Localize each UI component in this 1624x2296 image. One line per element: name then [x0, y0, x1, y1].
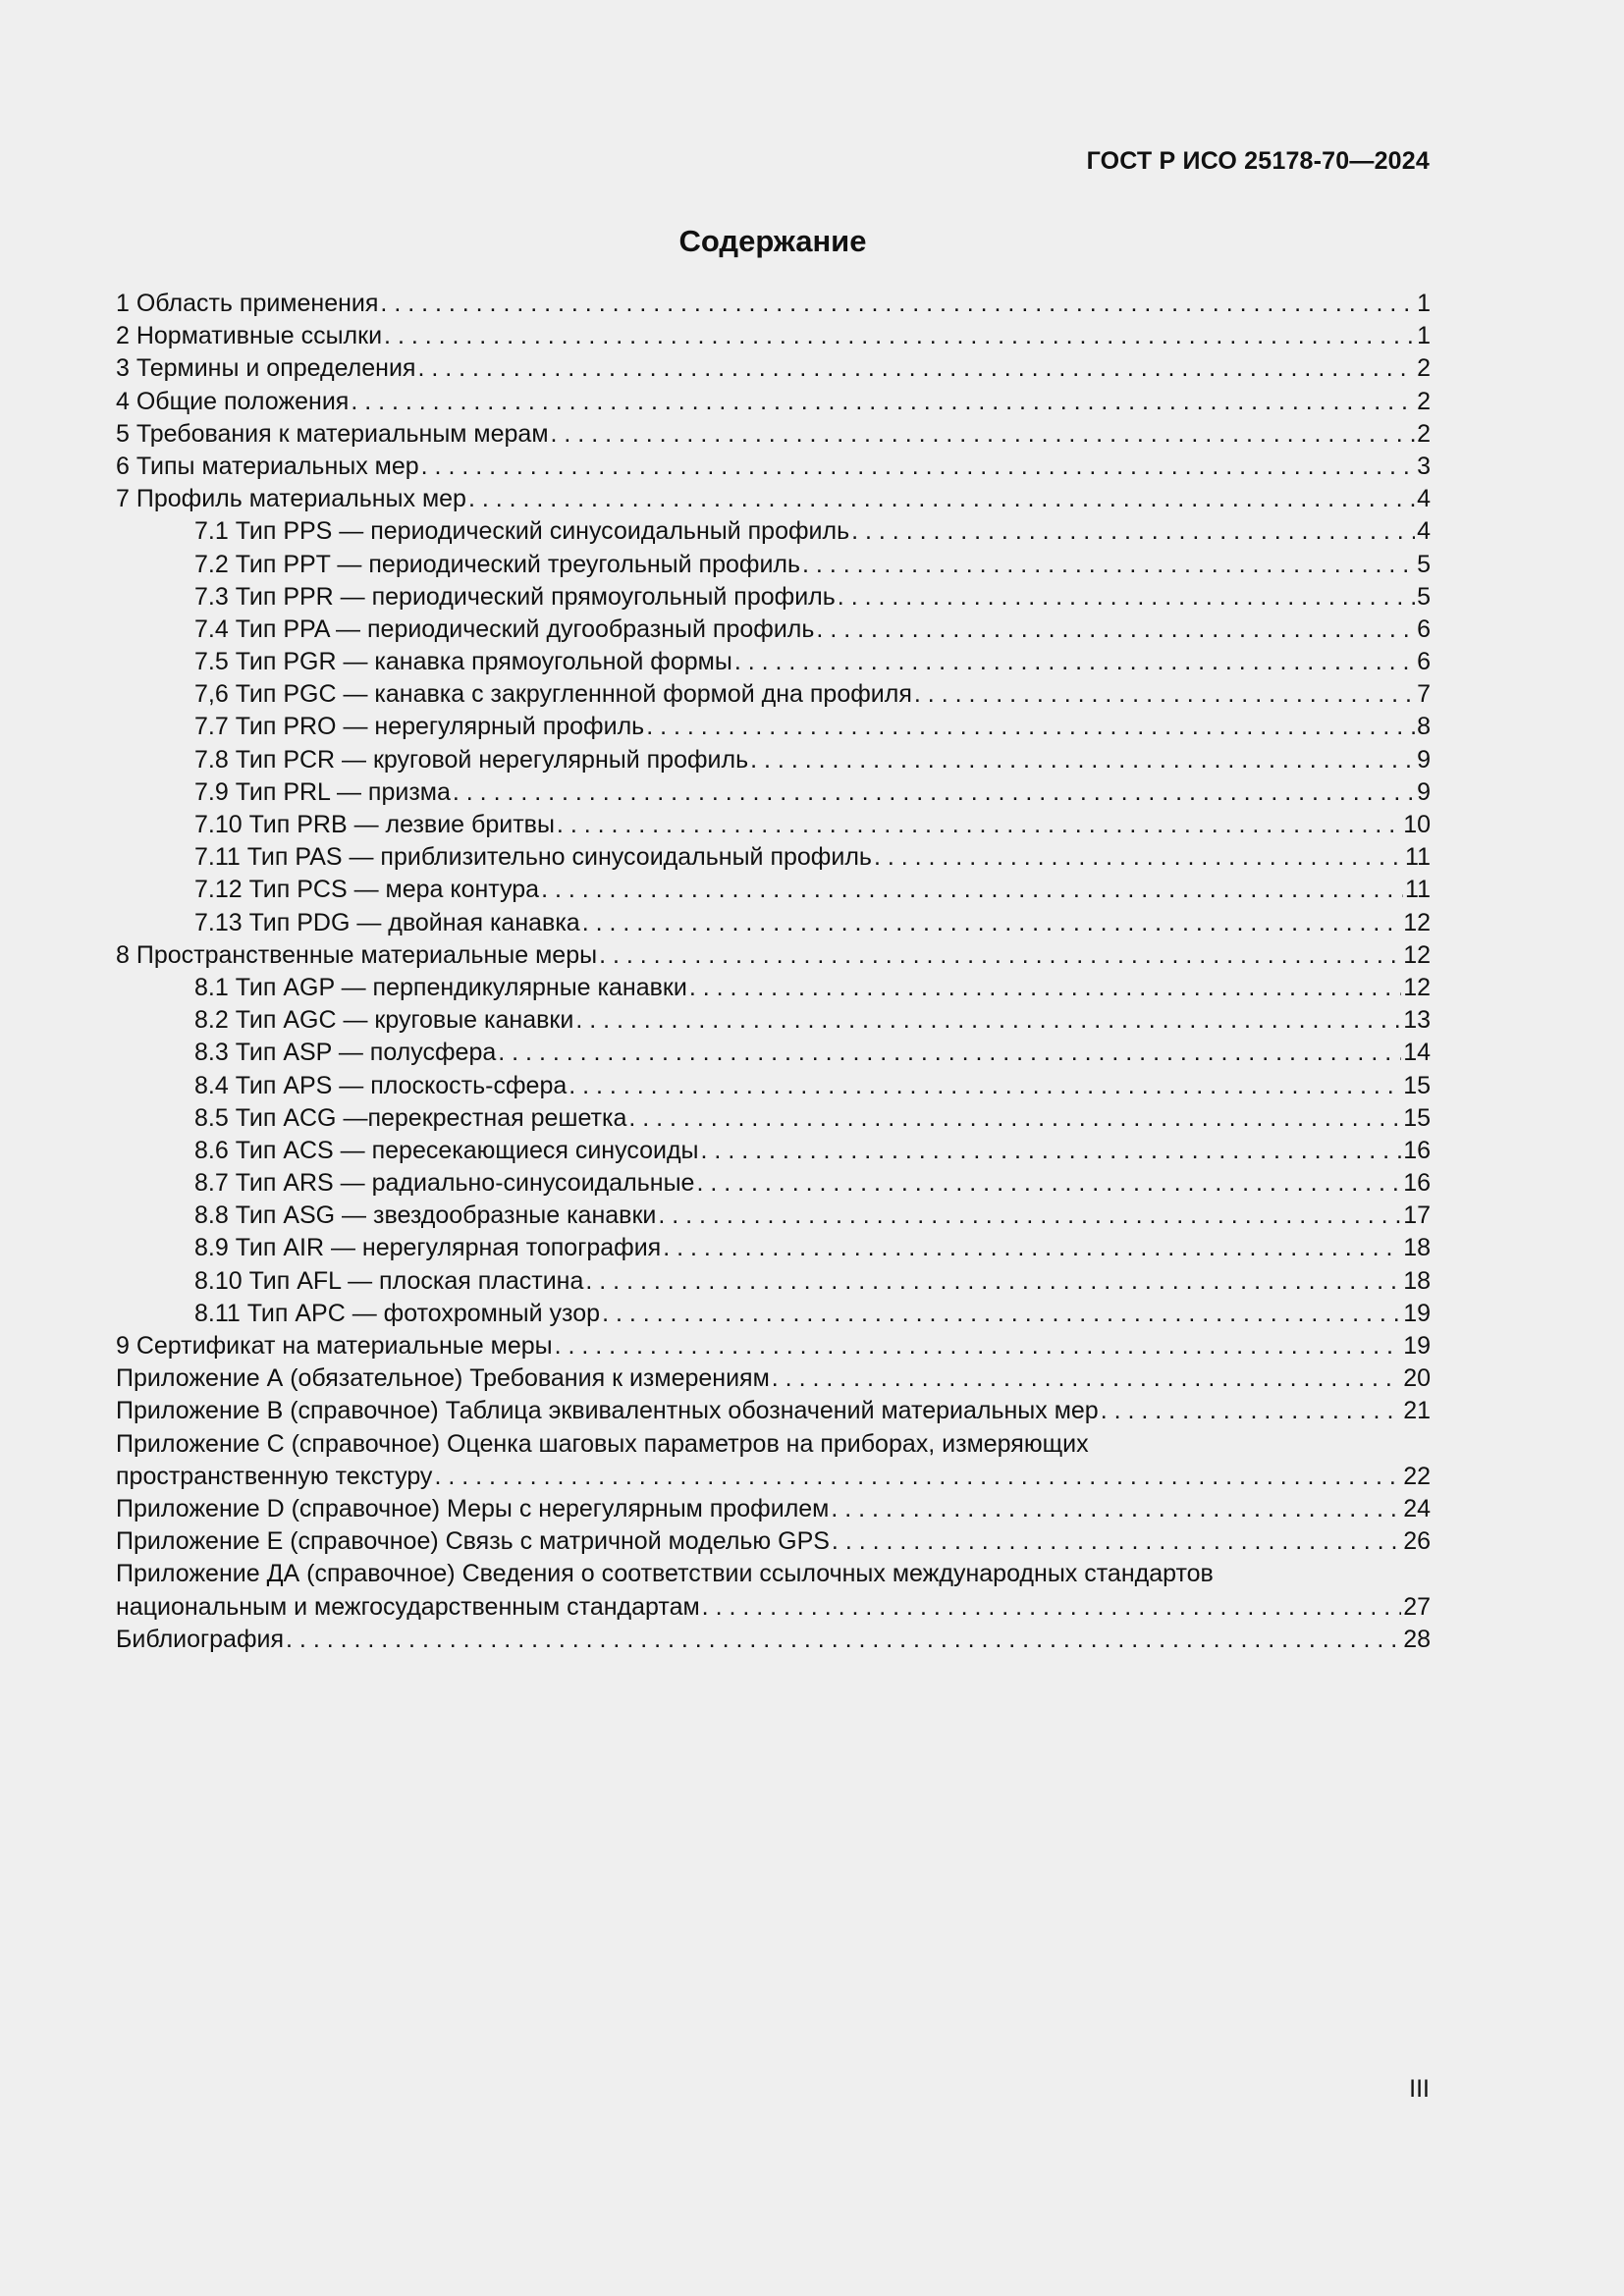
- toc-entry[interactable]: [116, 483, 1431, 515]
- toc-entry-title: 8.7 Тип ARS — радиально-синусоидальные: [194, 1169, 695, 1198]
- toc-entry-title: Приложение А (обязательное) Требования к измерениям: [116, 1364, 770, 1393]
- toc-entry-line: [116, 288, 1431, 320]
- toc-entry[interactable]: [116, 907, 1431, 939]
- toc-entry-title: 7.2 Тип PPT — периодический треугольный профиль: [194, 550, 801, 578]
- toc-leader-dots: [772, 1362, 1401, 1395]
- toc-entry[interactable]: [116, 776, 1431, 809]
- toc-entry[interactable]: [116, 678, 1431, 711]
- toc-entry-title-cont: национальным и межгосударственным стандартам: [116, 1592, 700, 1621]
- toc-leader-dots: [421, 451, 1415, 483]
- toc-entry-page: 15: [1403, 1103, 1431, 1132]
- toc-entry-line: [194, 776, 1431, 809]
- toc-entry-page: 4: [1417, 517, 1431, 546]
- toc-entry[interactable]: [116, 1070, 1431, 1102]
- toc-entry[interactable]: [116, 320, 1431, 352]
- toc-leader-dots: [555, 1330, 1402, 1362]
- toc-entry[interactable]: [116, 288, 1431, 320]
- toc-entry-line: [194, 1037, 1431, 1069]
- toc-entry-line: [194, 711, 1431, 743]
- toc-entry[interactable]: [116, 841, 1431, 874]
- toc-entry[interactable]: [116, 1102, 1431, 1135]
- toc-entry-page: 17: [1403, 1201, 1431, 1230]
- toc-entry-line: [194, 1102, 1431, 1135]
- toc-entry-page: 22: [1403, 1462, 1431, 1490]
- toc-entry-title: 8.9 Тип AIR — нерегулярная топография: [194, 1234, 662, 1262]
- toc-leader-dots: [734, 646, 1415, 678]
- toc-entry-page: 1: [1417, 290, 1431, 317]
- toc-leader-dots: [551, 418, 1416, 451]
- toc-leader-dots: [568, 1070, 1401, 1102]
- toc-entry-title: 7 Профиль материальных мер: [116, 485, 466, 513]
- toc-leader-dots: [832, 1525, 1401, 1558]
- toc-entry-page: 24: [1403, 1494, 1431, 1522]
- toc-entry-page: 5: [1417, 550, 1431, 578]
- toc-entry-page: 28: [1403, 1625, 1431, 1653]
- toc-entry-title: 9 Сертификат на материальные меры: [116, 1332, 553, 1360]
- toc-entry[interactable]: [116, 1558, 1431, 1623]
- document-code: ГОСТ Р ИСО 25178-70—2024: [1086, 147, 1430, 175]
- toc-leader-dots: [498, 1037, 1401, 1069]
- toc-entry-page: 27: [1403, 1592, 1431, 1621]
- toc-entry-page: 4: [1417, 485, 1431, 513]
- toc-entry-title: 7.3 Тип PPR — периодический прямоугольный профиль: [194, 582, 836, 611]
- toc-entry-page: 12: [1403, 973, 1431, 1001]
- toc-entry[interactable]: [116, 1493, 1431, 1525]
- toc-entry-line: [116, 1525, 1431, 1558]
- toc-leader-dots: [838, 581, 1415, 614]
- toc-entry[interactable]: [116, 744, 1431, 776]
- toc-entry[interactable]: [116, 646, 1431, 678]
- toc-leader-dots: [575, 1004, 1401, 1037]
- toc-entry-line: [116, 1330, 1431, 1362]
- toc-entry-line: [116, 1624, 1431, 1656]
- toc-leader-dots: [696, 1167, 1401, 1200]
- toc-leader-dots: [702, 1591, 1402, 1624]
- toc-entry[interactable]: [116, 874, 1431, 906]
- toc-entry[interactable]: [116, 1004, 1431, 1037]
- toc-entry[interactable]: [116, 581, 1431, 614]
- toc-entry-title: 7.9 Тип PRL — призма: [194, 777, 451, 806]
- toc-leader-dots: [701, 1135, 1402, 1167]
- toc-entry[interactable]: [116, 809, 1431, 841]
- toc-leader-dots: [1101, 1395, 1401, 1427]
- toc-entry-page: 7: [1417, 680, 1431, 709]
- toc-entry[interactable]: [116, 1135, 1431, 1167]
- toc-entry-title: 7.12 Тип PCS — мера контура: [194, 876, 540, 904]
- toc-entry-page: 15: [1403, 1071, 1431, 1099]
- toc-entry-line: [116, 1362, 1431, 1395]
- toc-entry-line: [116, 1461, 1431, 1493]
- toc-entry-line: [116, 1395, 1431, 1427]
- toc-entry-title: 6 Типы материальных мер: [116, 452, 419, 480]
- toc-leader-dots: [851, 515, 1415, 548]
- toc-entry-title: Библиография: [116, 1625, 285, 1653]
- toc-entry-title-cont: пространственную текстуру: [116, 1462, 433, 1490]
- toc-entry-line: [116, 352, 1431, 385]
- toc-entry-title: 8 Пространственные материальные меры: [116, 940, 598, 969]
- toc-entry[interactable]: [116, 352, 1431, 385]
- toc-entry-page: 21: [1403, 1397, 1431, 1425]
- toc-entry-line: [194, 678, 1431, 711]
- toc-entry-line: [194, 1070, 1431, 1102]
- toc-leader-dots: [831, 1493, 1401, 1525]
- toc-entry[interactable]: [116, 939, 1431, 972]
- toc-entry-line: [116, 1591, 1431, 1624]
- toc-entry-line: [194, 515, 1431, 548]
- toc-entry-title: Приложение ДА (справочное) Сведения о соответствии ссылочных международных стандартов: [116, 1560, 1214, 1588]
- toc-leader-dots: [750, 744, 1415, 776]
- toc-entry-page: 16: [1403, 1169, 1431, 1198]
- toc-entry-page: 19: [1403, 1299, 1431, 1327]
- toc-entry-line: [194, 1232, 1431, 1264]
- toc-leader-dots: [689, 972, 1401, 1004]
- toc-leader-dots: [384, 320, 1415, 352]
- toc-entry-line: [194, 549, 1431, 581]
- toc-leader-dots: [351, 386, 1415, 418]
- toc-entry-line: [116, 1493, 1431, 1525]
- toc-entry-title: 8.3 Тип ASP — полусфера: [194, 1039, 497, 1067]
- toc-entry-line: [194, 907, 1431, 939]
- toc-entry-title: 8.6 Тип ACS — пересекающиеся синусоиды: [194, 1136, 699, 1164]
- toc-leader-dots: [468, 483, 1415, 515]
- toc-entry-page: 12: [1403, 940, 1431, 969]
- toc-entry-line: [116, 451, 1431, 483]
- page-number: III: [1409, 2075, 1430, 2103]
- toc-entry-page: 13: [1403, 1006, 1431, 1035]
- toc-entry-title: Приложение C (справочное) Оценка шаговых параметров на приборах, измеряющих: [116, 1429, 1089, 1458]
- toc-entry[interactable]: [116, 1167, 1431, 1200]
- toc-entry[interactable]: [116, 614, 1431, 646]
- toc-leader-dots: [599, 939, 1401, 972]
- toc-entry-line: [116, 418, 1431, 451]
- toc-entry-title: 8.8 Тип ASG — звездообразные канавки: [194, 1201, 657, 1230]
- table-of-contents: [116, 288, 1431, 1656]
- toc-entry-line: [194, 614, 1431, 646]
- toc-entry-line: [116, 386, 1431, 418]
- toc-entry-page: 9: [1417, 777, 1431, 806]
- toc-entry-page: 1: [1417, 322, 1431, 350]
- toc-entry-line: [116, 483, 1431, 515]
- toc-entry-page: 2: [1417, 387, 1431, 415]
- toc-entry-page: 6: [1417, 614, 1431, 643]
- toc-entry-page: 14: [1403, 1039, 1431, 1067]
- toc-entry-title: 8.2 Тип AGC — круговые канавки: [194, 1006, 574, 1035]
- toc-entry-title: 8.11 Тип APC — фотохромный узор: [194, 1299, 601, 1327]
- toc-entry-page: 18: [1403, 1234, 1431, 1262]
- toc-entry-title: 8.10 Тип AFL — плоская пластина: [194, 1266, 584, 1295]
- toc-entry-line: [194, 646, 1431, 678]
- toc-leader-dots: [453, 776, 1415, 809]
- toc-entry-title: 7.11 Тип PAS — приблизительно синусоидальный профиль: [194, 843, 872, 872]
- toc-entry-title: 8.5 Тип ACG —перекрестная решетка: [194, 1103, 627, 1132]
- toc-entry-title: 7.5 Тип PGR — канавка прямоугольной формы: [194, 648, 732, 676]
- toc-entry-page: 11: [1405, 843, 1431, 872]
- toc-entry-page: 18: [1403, 1266, 1431, 1295]
- toc-entry-title: 1 Область применения: [116, 290, 379, 317]
- toc-leader-dots: [602, 1298, 1401, 1330]
- toc-entry[interactable]: [116, 711, 1431, 743]
- toc-entry-page: 2: [1417, 354, 1431, 383]
- toc-entry-title: 7.4 Тип PPA — периодический дугообразный профиль: [194, 614, 815, 643]
- toc-entry[interactable]: [116, 451, 1431, 483]
- toc-entry-page: 5: [1417, 582, 1431, 611]
- toc-entry-page: 20: [1403, 1364, 1431, 1393]
- toc-leader-dots: [582, 907, 1401, 939]
- toc-entry-title: 7.10 Тип PRB — лезвие бритвы: [194, 811, 555, 838]
- toc-entry-line: [194, 841, 1431, 874]
- toc-entry-line: [116, 939, 1431, 972]
- toc-entry-title: 2 Нормативные ссылки: [116, 322, 383, 350]
- toc-entry[interactable]: [116, 515, 1431, 548]
- toc-entry[interactable]: [116, 1624, 1431, 1656]
- toc-entry[interactable]: [116, 1232, 1431, 1264]
- toc-entry-title: 7.7 Тип PRO — нерегулярный профиль: [194, 713, 645, 741]
- toc-leader-dots: [816, 614, 1415, 646]
- toc-entry-title: 7.1 Тип PPS — периодический синусоидальный профиль: [194, 517, 850, 546]
- toc-entry-title: 7,6 Тип PGC — канавка с закругленнной формой дна профиля: [194, 680, 912, 709]
- toc-entry-line: [194, 1265, 1431, 1298]
- toc-entry[interactable]: [116, 549, 1431, 581]
- toc-entry-page: 26: [1403, 1527, 1431, 1556]
- toc-entry[interactable]: [116, 1428, 1431, 1493]
- toc-entry-page: 6: [1417, 648, 1431, 676]
- toc-entry-page: 2: [1417, 419, 1431, 448]
- toc-entry-title: 5 Требования к материальным мерам: [116, 419, 549, 448]
- toc-entry-page: 9: [1417, 745, 1431, 774]
- toc-entry-line: [194, 1167, 1431, 1200]
- toc-entry[interactable]: [116, 1525, 1431, 1558]
- toc-entry[interactable]: [116, 1330, 1431, 1362]
- toc-entry-line: [194, 1135, 1431, 1167]
- toc-entry[interactable]: [116, 1265, 1431, 1298]
- toc-title: Содержание: [678, 224, 867, 258]
- toc-entry-title: 8.4 Тип APS — плоскость-сфера: [194, 1071, 568, 1099]
- toc-entry-title: 4 Общие положения: [116, 387, 350, 415]
- toc-entry[interactable]: [116, 386, 1431, 418]
- toc-leader-dots: [874, 841, 1403, 874]
- toc-entry-line: [116, 320, 1431, 352]
- toc-entry[interactable]: [116, 1037, 1431, 1069]
- toc-leader-dots: [541, 874, 1403, 906]
- toc-entry-title: Приложение D (справочное) Меры с нерегулярным профилем: [116, 1494, 830, 1522]
- toc-entry[interactable]: [116, 418, 1431, 451]
- toc-entry-line: [194, 581, 1431, 614]
- toc-leader-dots: [585, 1265, 1401, 1298]
- toc-entry-title: 7.13 Тип PDG — двойная канавка: [194, 908, 580, 936]
- toc-entry-line: [194, 874, 1431, 906]
- toc-entry-line: [194, 809, 1431, 841]
- toc-entry-title: 3 Термины и определения: [116, 354, 416, 383]
- toc-leader-dots: [646, 711, 1415, 743]
- toc-entry-line: [194, 1200, 1431, 1232]
- toc-entry-line: [194, 972, 1431, 1004]
- toc-entry-title: 8.1 Тип AGP — перпендикулярные канавки: [194, 973, 687, 1001]
- toc-entry-line: [194, 1004, 1431, 1037]
- toc-entry-title: Приложение E (справочное) Связь с матричной моделью GPS: [116, 1527, 830, 1556]
- toc-entry-page: 10: [1403, 811, 1431, 838]
- toc-entry-page: 19: [1403, 1332, 1431, 1360]
- toc-entry-page: 11: [1405, 876, 1431, 904]
- toc-entry-page: 16: [1403, 1136, 1431, 1164]
- toc-leader-dots: [914, 678, 1415, 711]
- toc-entry[interactable]: [116, 1298, 1431, 1330]
- toc-entry-page: 12: [1403, 908, 1431, 936]
- toc-entry-title: 7.8 Тип PCR — круговой нерегулярный профиль: [194, 745, 749, 774]
- toc-leader-dots: [417, 352, 1415, 385]
- toc-leader-dots: [663, 1232, 1401, 1264]
- toc-entry-line: [194, 744, 1431, 776]
- toc-entry[interactable]: [116, 1362, 1431, 1395]
- toc-leader-dots: [286, 1624, 1401, 1656]
- toc-entry-page: 3: [1417, 452, 1431, 480]
- toc-leader-dots: [628, 1102, 1401, 1135]
- toc-leader-dots: [434, 1461, 1401, 1493]
- toc-entry[interactable]: [116, 1200, 1431, 1232]
- toc-leader-dots: [802, 549, 1415, 581]
- toc-entry[interactable]: [116, 1395, 1431, 1427]
- toc-entry-title: Приложение B (справочное) Таблица эквивалентных обозначений материальных мер: [116, 1397, 1099, 1425]
- toc-entry[interactable]: [116, 972, 1431, 1004]
- toc-leader-dots: [380, 288, 1415, 320]
- toc-leader-dots: [658, 1200, 1401, 1232]
- toc-entry-line: [194, 1298, 1431, 1330]
- toc-leader-dots: [557, 809, 1401, 841]
- toc-entry-page: 8: [1417, 713, 1431, 741]
